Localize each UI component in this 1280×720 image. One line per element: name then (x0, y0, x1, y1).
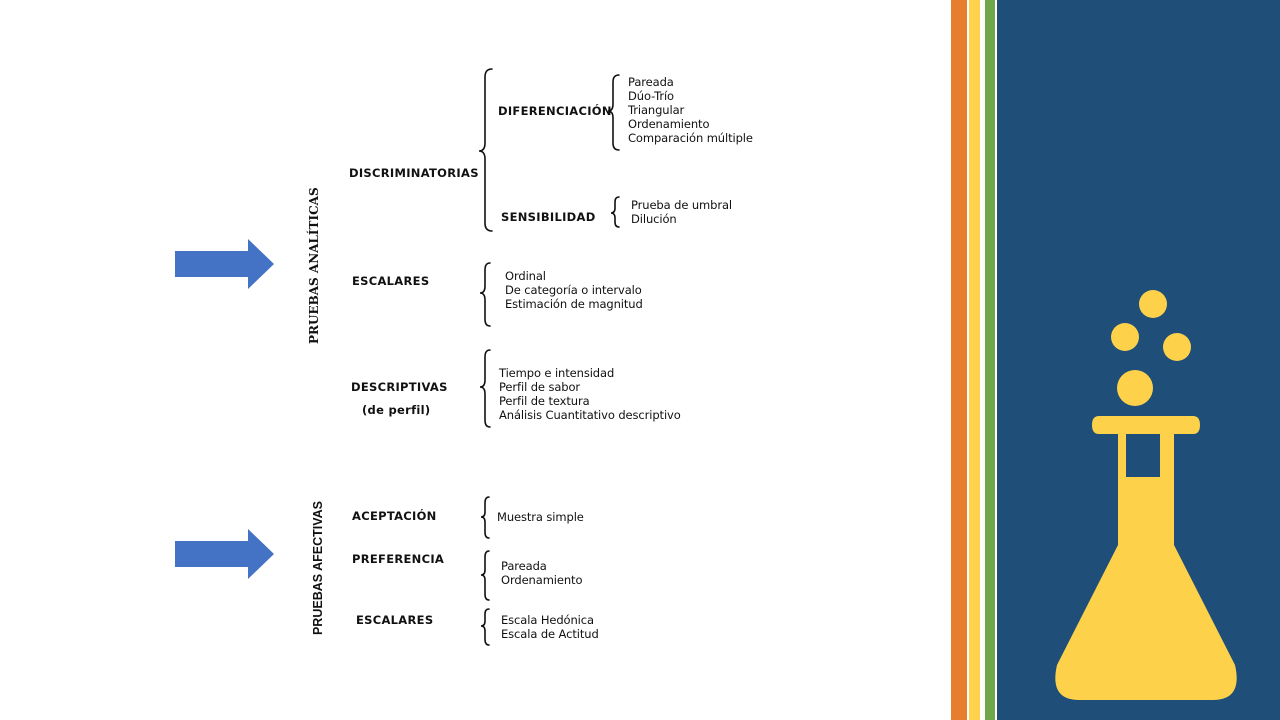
escalares-afectivas-list (501, 613, 599, 641)
brace-descriptivas (480, 350, 490, 427)
escalares-list (505, 269, 643, 311)
escalares-afectivas-label: ESCALARES (356, 613, 434, 627)
brace-sensibilidad (611, 197, 619, 227)
list-item: Tiempo e intensidad (499, 366, 615, 380)
aceptacion-label: ACEPTACIÓN (352, 509, 437, 523)
list-item: Prueba de umbral (631, 198, 733, 212)
brace-preferencia (481, 551, 489, 600)
list-item: Pareada (628, 75, 674, 89)
brace-escalares (480, 263, 490, 326)
stripe-orange (951, 0, 967, 720)
list-item: Ordinal (505, 269, 546, 283)
list-item: Perfil de sabor (499, 380, 581, 394)
aceptacion-list (497, 510, 584, 524)
list-item: Pareada (501, 559, 547, 573)
list-item: Estimación de magnitud (505, 297, 643, 311)
list-item: Análisis Cuantitativo descriptivo (499, 408, 681, 422)
list-item: De categoría o intervalo (505, 283, 642, 297)
brace-discriminatorias (479, 69, 492, 231)
list-item: Escala de Actitud (501, 627, 599, 641)
pruebas-afectivas-title: PRUEBAS AFECTIVAS (311, 500, 325, 636)
brace-aceptacion (481, 497, 489, 538)
escalares-label: ESCALARES (352, 274, 430, 288)
stripe-yellow (969, 0, 980, 720)
discriminatorias-label: DISCRIMINATORIAS (349, 166, 479, 180)
list-item: Dilución (631, 212, 677, 226)
list-item: Perfil de textura (499, 394, 590, 408)
side-panel (997, 0, 1280, 720)
preferencia-list (501, 559, 582, 587)
diferenciacion-label: DIFERENCIACIÓN (498, 104, 612, 118)
stripe-green (985, 0, 995, 720)
list-item: Muestra simple (497, 510, 584, 524)
sensibilidad-label: SENSIBILIDAD (501, 210, 596, 224)
flask-icon (997, 0, 1280, 720)
list-item: Triangular (628, 103, 685, 117)
pruebas-analiticas-title: PRUEBAS ANALÍTICAS (307, 187, 321, 344)
sensibilidad-list (631, 198, 732, 226)
list-item: Escala Hedónica (501, 613, 594, 627)
list-item: Ordenamiento (628, 117, 710, 131)
descriptivas-label: DESCRIPTIVAS (351, 380, 448, 394)
preferencia-label: PREFERENCIA (352, 552, 445, 566)
brace-escalares-afectivas (481, 609, 489, 645)
diferenciacion-list (628, 75, 753, 145)
descriptivas-sublabel: (de perfil) (362, 403, 431, 417)
descriptivas-list (499, 366, 681, 422)
list-item: Dúo-Trío (628, 89, 674, 103)
list-item: Comparación múltiple (628, 131, 753, 145)
list-item: Ordenamiento (501, 573, 583, 587)
